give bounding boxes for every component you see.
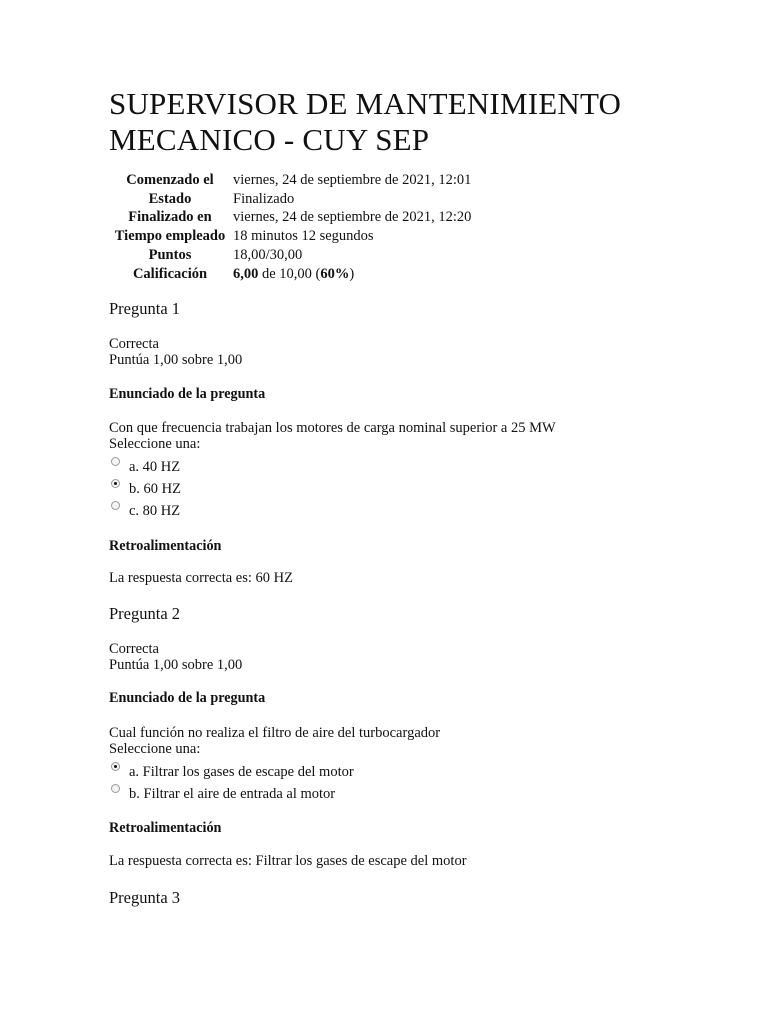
radio-unchecked-icon[interactable] <box>111 457 120 466</box>
question-statement-heading: Enunciado de la pregunta <box>109 690 266 706</box>
grade-value <box>231 265 471 284</box>
question-statement-heading: Enunciado de la pregunta <box>109 386 266 402</box>
summary-row-grade <box>109 265 471 284</box>
question-text: Con que frecuencia trabajan los motores de carga nominal superior a 25 MW <box>109 420 556 436</box>
answer-option-label: c. 80 HZ <box>129 503 181 519</box>
feedback-heading: Retroalimentación <box>109 820 222 836</box>
answer-option-label: a. 40 HZ <box>129 459 181 475</box>
feedback-heading: Retroalimentación <box>109 538 222 554</box>
points-label: Puntos <box>148 246 192 263</box>
radio-unchecked-icon[interactable] <box>111 501 120 510</box>
started-value: viernes, 24 de septiembre de 2021, 12:01 <box>233 172 472 188</box>
summary-row-time <box>109 227 471 246</box>
summary-row-finished <box>109 208 471 227</box>
summary-row-points <box>109 246 471 265</box>
grade-score: 6,00 <box>233 265 259 282</box>
points-value: 18,00/30,00 <box>233 246 303 263</box>
finished-label: Finalizado en <box>128 209 212 226</box>
page-title: SUPERVISOR DE MANTENIMIENTO MECANICO - CUY SEP <box>109 86 622 157</box>
summary-row-started <box>109 171 471 190</box>
question-title: Pregunta 1 <box>109 299 181 318</box>
question-status: Correcta <box>109 641 159 657</box>
grade-close: ) <box>349 265 355 282</box>
answer-option[interactable] <box>111 481 181 498</box>
answer-option-label: b. Filtrar el aire de entrada al motor <box>129 786 336 802</box>
question-prompt: Seleccione una: <box>109 741 201 757</box>
answer-option[interactable] <box>111 459 180 476</box>
answer-option-label: a. Filtrar los gases de escape del motor <box>129 764 354 780</box>
grade-label: Calificación <box>132 265 208 282</box>
summary-row-state <box>109 190 471 209</box>
state-label: Estado <box>148 190 192 207</box>
grade-out-of: de 10,00 ( <box>258 265 321 282</box>
question-status: Correcta <box>109 336 159 352</box>
answer-option[interactable] <box>111 503 180 520</box>
question-score: Puntúa 1,00 sobre 1,00 <box>109 352 243 368</box>
question-score: Puntúa 1,00 sobre 1,00 <box>109 657 243 673</box>
time-taken-label: Tiempo empleado <box>114 228 226 245</box>
radio-unchecked-icon[interactable] <box>111 784 120 793</box>
grade-percent: 60% <box>320 265 350 282</box>
started-label: Comenzado el <box>126 172 214 188</box>
finished-value: viernes, 24 de septiembre de 2021, 12:20 <box>233 209 472 226</box>
feedback-text: La respuesta correcta es: 60 HZ <box>109 570 293 586</box>
radio-checked-icon[interactable] <box>111 762 120 771</box>
answer-option-label: b. 60 HZ <box>129 481 181 497</box>
radio-checked-icon[interactable] <box>111 479 120 488</box>
question-prompt: Seleccione una: <box>109 436 201 452</box>
question-title: Pregunta 3 <box>109 888 181 907</box>
attempt-summary-table <box>109 171 471 283</box>
state-value: Finalizado <box>233 190 295 207</box>
question-text: Cual función no realiza el filtro de aire del turbocargador <box>109 725 441 741</box>
time-taken-value: 18 minutos 12 segundos <box>233 228 374 245</box>
question-title: Pregunta 2 <box>109 604 181 623</box>
answer-option[interactable] <box>111 764 354 781</box>
answer-option[interactable] <box>111 786 335 803</box>
feedback-text: La respuesta correcta es: Filtrar los gases de escape del motor <box>109 853 467 869</box>
